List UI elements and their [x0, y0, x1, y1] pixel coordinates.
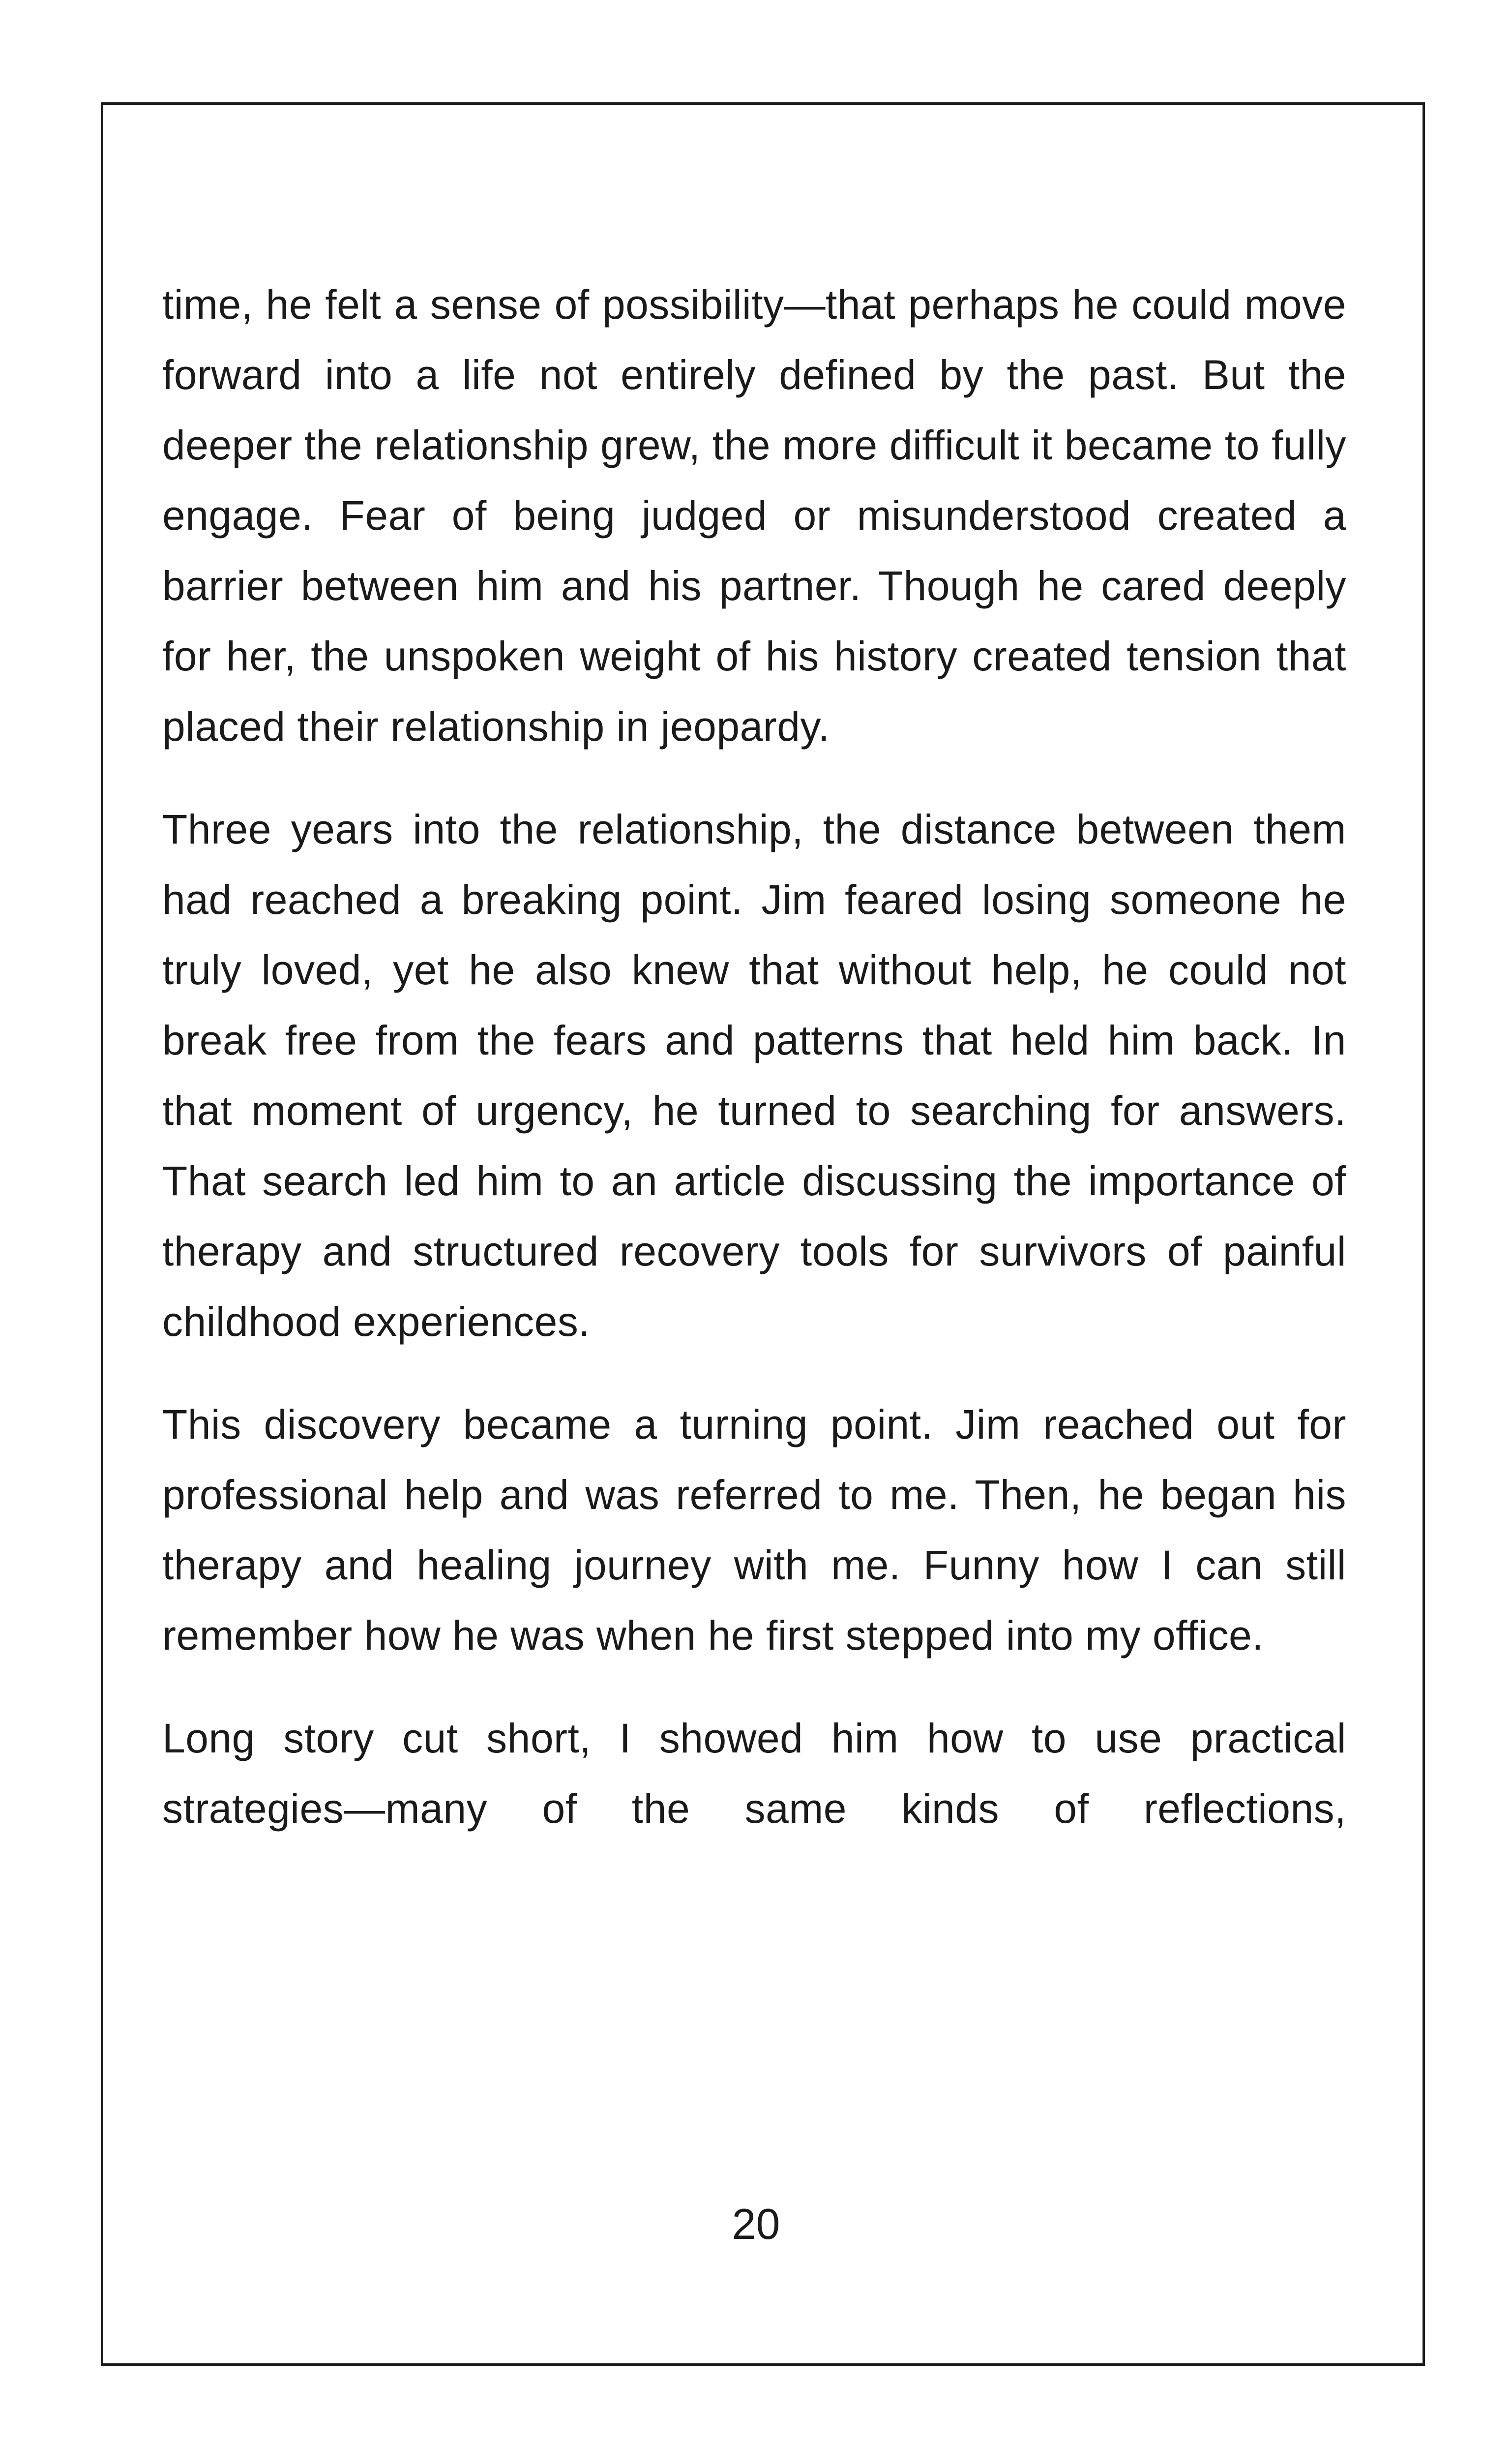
body-text: [162, 270, 1346, 1876]
paragraph-4: Long story cut short, I showed him how to use practical strategies—many of the same kinds of reflections,: [162, 1715, 1346, 1832]
paragraph-3: This discovery became a turning point. Jim reached out for professional help and was referred to me. Then, he began his therapy and healing journey with me. Funny how I can still remember how he was when he first stepped into my office.: [162, 1401, 1346, 1659]
paragraph-1: time, he felt a sense of possibility—that perhaps he could move forward into a life not entirely defined by the past. But the deeper the relationship grew, the more difficult it became to fully engage. Fear of being judged or misunderstood created a barrier between him and his partner. Though he cared deeply for her, the unspoken weight of his history created tension that placed their relationship in jeopardy.: [162, 281, 1346, 750]
paragraph-2: Three years into the relationship, the distance between them had reached a breaking point. Jim feared losing someone he truly loved, yet he also knew that without help, he could not break free from the fears and patterns that held him back. In that moment of urgency, he turned to searching for answers. That search led him to an article discussing the importance of therapy and structured recovery tools for survivors of painful childhood experiences.: [162, 806, 1346, 1345]
page-number: 20: [732, 2200, 780, 2248]
